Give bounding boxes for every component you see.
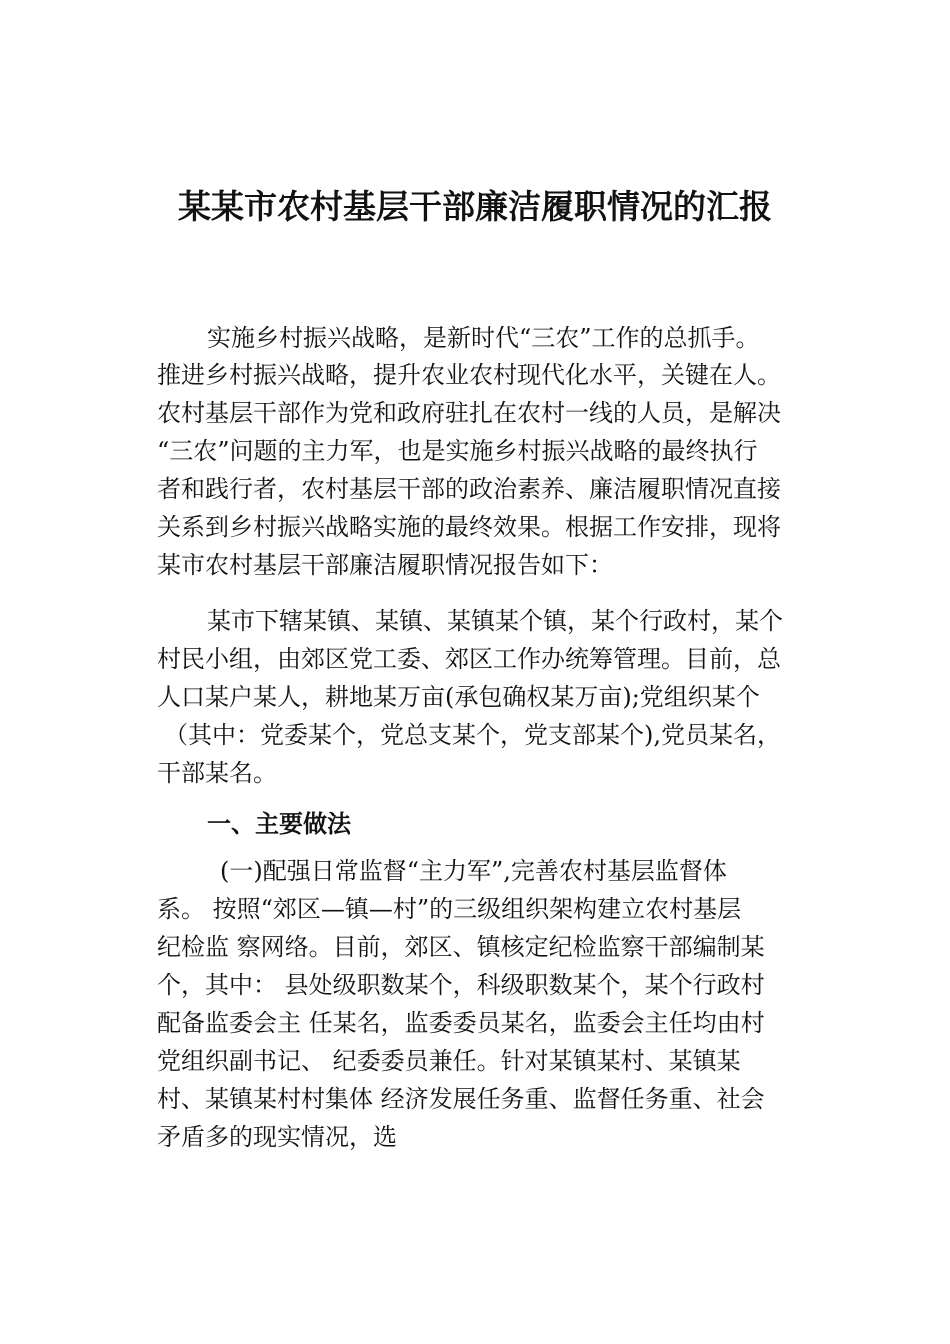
paragraph-line: （其中：党委某个，党总支某个，党支部某个),党员某名， [164, 721, 781, 749]
paragraph-line: 干部某名。 [157, 759, 277, 787]
paragraph-line: 推进乡村振兴战略，提升农业农村现代化水平，关键在人。 [157, 361, 781, 389]
paragraph-line: “三农”问题的主力军，也是实施乡村振兴战略的最终执行 [157, 437, 758, 465]
paragraph-line: 者和践行者，农村基层干部的政治素养、廉洁履职情况直接 [157, 475, 781, 503]
paragraph-line: 村、某镇某村村集体 经济发展任务重、监督任务重、社会 [157, 1085, 765, 1113]
paragraph-line: 实施乡村振兴战略，是新时代“三农”工作的总抓手。 [207, 324, 760, 352]
paragraph-line: (一)配强日常监督“主力军”,完善农村基层监督体 [220, 857, 727, 885]
paragraph-line: 某市下辖某镇、某镇、某镇某个镇，某个行政村，某个 [207, 607, 783, 635]
paragraph-line: 个，其中： 县处级职数某个，科级职数某个，某个行政村 [157, 971, 765, 999]
paragraph-line: 关系到乡村振兴战略实施的最终效果。根据工作安排，现将 [157, 513, 781, 541]
paragraph-line: 某市农村基层干部廉洁履职情况报告如下： [157, 551, 613, 579]
paragraph-line: 人口某户某人，耕地某万亩(承包确权某万亩);党组织某个 [157, 683, 760, 711]
paragraph-line: 矛盾多的现实情况，选 [157, 1123, 397, 1151]
paragraph-line: 系。 按照“郊区—镇—村”的三级组织架构建立农村基层 [157, 895, 742, 923]
paragraph-line: 配备监委会主 任某名，监委委员某名，监委会主任均由村 [157, 1009, 765, 1037]
paragraph-line: 农村基层干部作为党和政府驻扎在农村一线的人员，是解决 [157, 399, 781, 427]
paragraph-line: 村民小组，由郊区党工委、郊区工作办统筹管理。目前，总 [157, 645, 781, 673]
document-title: 某某市农村基层干部廉洁履职情况的汇报 [178, 187, 772, 226]
section-heading: 一、主要做法 [207, 810, 351, 838]
paragraph-line: 党组织副书记、 纪委委员兼任。针对某镇某村、某镇某 [157, 1047, 741, 1075]
paragraph-line: 纪检监 察网络。目前，郊区、镇核定纪检监察干部编制某 [157, 933, 765, 961]
